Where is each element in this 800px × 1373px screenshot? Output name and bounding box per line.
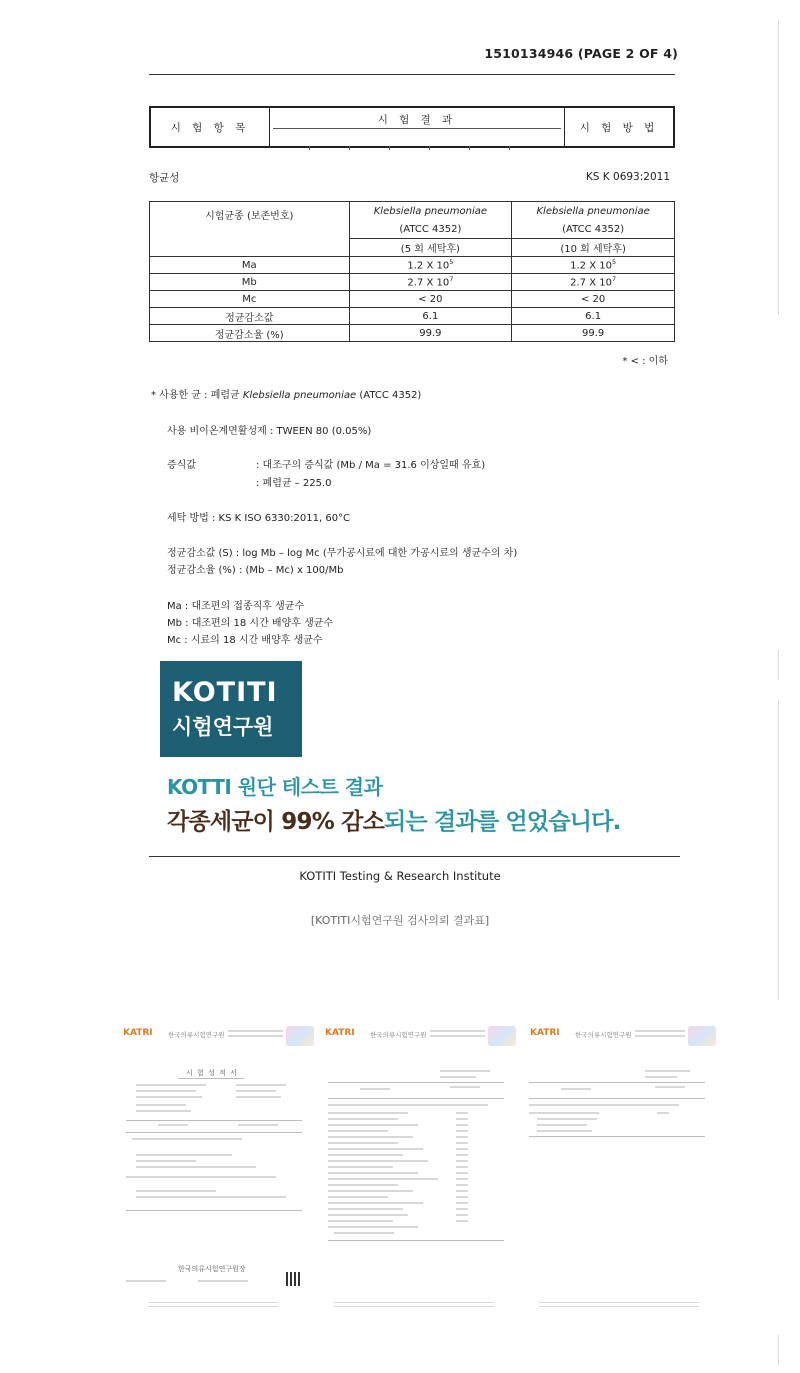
text-line: [328, 1160, 428, 1162]
table-cell: < 20: [512, 291, 675, 308]
text-line: [645, 1076, 677, 1078]
text-line: [456, 1172, 468, 1174]
text-line: [136, 1110, 191, 1112]
text-line: [328, 1220, 393, 1222]
divider: [273, 128, 561, 129]
table-rule: [126, 1132, 302, 1133]
text-line: [456, 1130, 468, 1132]
growth-line: : 대조구의 증식값 (Mb / Ma = 31.6 이상일때 유효): [256, 460, 486, 471]
text-line: [328, 1142, 398, 1144]
text-line: [136, 1166, 256, 1168]
katri-logo: [530, 1028, 560, 1038]
results-caption: [KOTITI시험연구원 검사의뢰 결과표]: [310, 914, 490, 927]
bacteria-used: * 사용한 균 : 폐렴균 Klebsiella pneumoniae (ATCC 4352): [151, 390, 422, 401]
text-line: [328, 1202, 423, 1204]
test-item-label: 시 험 항 목: [151, 108, 270, 146]
table-rule: [529, 1082, 705, 1083]
text-line: [529, 1112, 599, 1114]
text-line: [236, 1090, 276, 1092]
reduction-rate-def: 정균감소율 (%) : (Mb – Mc) x 100/Mb: [167, 565, 344, 576]
table-rule: [328, 1082, 504, 1083]
test-result-cell: [269, 108, 565, 146]
text-line: [456, 1196, 468, 1198]
text-line: [529, 1104, 679, 1106]
text-line: [136, 1104, 186, 1106]
text-line: [228, 1030, 283, 1032]
text-line: [328, 1112, 408, 1114]
certification-stamp: [488, 1026, 516, 1046]
tick: [469, 146, 470, 150]
katri-subtitle: 한국의류시험연구원: [168, 1031, 225, 1039]
tick: [429, 146, 430, 150]
text-line: [334, 1232, 394, 1234]
table-rule: [328, 1098, 504, 1099]
table-rule: [126, 1210, 302, 1211]
text-line: [132, 1138, 242, 1140]
certification-stamp: [688, 1026, 716, 1046]
mc-definition: Mc : 시료의 18 시간 배양후 생균수: [167, 635, 323, 646]
logo-subtext: 시험연구원: [172, 715, 274, 739]
text-line: [440, 1070, 490, 1072]
text-line: [238, 1124, 278, 1126]
logo-text: KOTITI: [172, 677, 278, 708]
text-line: [430, 1035, 485, 1037]
divider: [149, 856, 680, 857]
katri-subtitle: 한국의류시험연구원: [370, 1031, 427, 1039]
organism-code: (ATCC 4352): [349, 220, 512, 239]
table-row: [150, 257, 675, 274]
mb-definition: Mb : 대조편의 18 시간 배양후 생균수: [167, 618, 334, 629]
report-header-box: [149, 106, 675, 148]
text-line: [236, 1096, 281, 1098]
reduction-value-def: 정균감소값 (S) : log Mb – log Mc (무가공시료에 대한 가공시료의 생균수의 차): [167, 548, 518, 559]
organism-name: Klebsiella pneumoniae: [349, 202, 512, 221]
text-line: [456, 1166, 468, 1168]
text-line: [126, 1176, 276, 1178]
text-line: [456, 1160, 468, 1162]
promo-heading: KOTTI 원단 테스트 결과: [167, 775, 383, 799]
signature-org: 한국의류시험연구원장: [178, 1265, 246, 1273]
table-cell: < 20: [349, 291, 512, 308]
text-line: [456, 1124, 468, 1126]
table-cell: 2.7 X $10^7$: [349, 274, 512, 291]
text-line: [328, 1124, 418, 1126]
text-line: [136, 1096, 202, 1098]
text-line: [236, 1084, 286, 1086]
text-line: [136, 1084, 206, 1086]
text-line: [456, 1142, 468, 1144]
table-rule: [328, 1240, 504, 1241]
table-row: [150, 325, 675, 342]
header-rule: [149, 74, 675, 75]
text-line: [450, 1086, 480, 1088]
text-line: [328, 1104, 488, 1106]
table-row: [150, 274, 675, 291]
text-line: [328, 1154, 403, 1156]
wash-count: (10 회 세탁후): [512, 239, 675, 257]
text-line: [328, 1178, 438, 1180]
row-label: Mb: [150, 274, 350, 291]
text-line: [148, 1306, 278, 1307]
text-line: [456, 1184, 468, 1186]
edge-divider: [778, 20, 779, 315]
katri-logo-text: KATRI: [325, 1028, 355, 1038]
antibacterial-results-table: [149, 201, 675, 342]
text-line: [328, 1130, 388, 1132]
row-label: Mc: [150, 291, 350, 308]
edge-divider: [778, 700, 779, 1000]
text-line: [360, 1088, 390, 1090]
row-label: 정균감소율 (%): [150, 325, 350, 342]
text-line: [539, 1306, 699, 1307]
text-line: [328, 1172, 418, 1174]
text-line: [635, 1030, 685, 1032]
text-line: [456, 1220, 468, 1222]
text-line: [334, 1302, 494, 1303]
text-line: [328, 1196, 388, 1198]
section-standard: KS K 0693:2011: [585, 171, 670, 183]
section-title: 항균성: [149, 172, 180, 184]
text-line: [148, 1302, 278, 1303]
tick: [309, 146, 310, 150]
report-thumbnail-2: [320, 1020, 520, 1320]
katri-logo: [123, 1028, 153, 1038]
text-line: [456, 1148, 468, 1150]
text-line: [126, 1280, 166, 1282]
text-line: [456, 1190, 468, 1192]
report-id: 1510134946 (PAGE 2 OF 4): [484, 46, 678, 61]
report-thumbnail-1: [118, 1020, 318, 1320]
tick: [509, 146, 510, 150]
text-line: [334, 1306, 494, 1307]
text-line: [645, 1070, 690, 1072]
text-line: [456, 1154, 468, 1156]
table-row: [150, 291, 675, 308]
tick: [349, 146, 350, 150]
table-cell: 1.2 X $10^5$: [349, 257, 512, 274]
text-line: [430, 1030, 485, 1032]
text-line: [328, 1118, 398, 1120]
row-label: 정균감소값: [150, 308, 350, 325]
text-line: [657, 1112, 669, 1114]
text-line: [136, 1090, 196, 1092]
text-line: [228, 1035, 283, 1037]
text-line: [456, 1214, 468, 1216]
text-line: [328, 1226, 418, 1228]
wash-method: 세탁 방법 : KS K ISO 6330:2011, 60°C: [167, 513, 351, 524]
text-line: [178, 1078, 244, 1079]
table-row: [150, 308, 675, 325]
organism-name: Klebsiella pneumoniae: [512, 202, 675, 221]
surfactant-text: 사용 비이온계면활성제 : TWEEN 80 (0.05%): [167, 426, 372, 437]
table-cell: 2.7 X $10^7$: [512, 274, 675, 291]
katri-logo-text: KATRI: [530, 1028, 560, 1038]
qr-code-icon: [286, 1272, 300, 1286]
text-line: [158, 1124, 188, 1126]
test-result-label: 시 험 결 과: [377, 114, 457, 126]
text-line: [136, 1196, 286, 1198]
institute-name: KOTITI Testing & Research Institute: [299, 869, 501, 883]
text-line: [136, 1190, 216, 1192]
growth-line: : 폐렴균 – 225.0: [256, 478, 332, 489]
text-line: [136, 1160, 196, 1162]
ma-definition: Ma : 대조편의 접종직후 생균수: [167, 601, 305, 612]
table-cell: 99.9: [512, 325, 675, 342]
text-line: [328, 1148, 423, 1150]
text-line: [328, 1190, 413, 1192]
text-line: [136, 1154, 232, 1156]
report-title: 시 험 성 적 서: [186, 1069, 238, 1077]
text-line: [328, 1208, 403, 1210]
table-rule: [529, 1136, 705, 1137]
text-line: [537, 1130, 592, 1132]
katri-logo-text: KATRI: [123, 1028, 153, 1038]
table-rule: [529, 1098, 705, 1099]
table-cell: 6.1: [349, 308, 512, 325]
kotiti-logo: [160, 661, 302, 757]
text-line: [561, 1088, 591, 1090]
tick: [389, 146, 390, 150]
katri-logo: [325, 1028, 355, 1038]
text-line: [537, 1124, 587, 1126]
table-cell: 6.1: [512, 308, 675, 325]
text-line: [328, 1166, 393, 1168]
text-line: [456, 1178, 468, 1180]
species-header: 시험균종 (보존번호): [150, 202, 350, 257]
text-line: [456, 1202, 468, 1204]
edge-divider: [778, 650, 779, 680]
table-cell: 1.2 X $10^5$: [512, 257, 675, 274]
text-line: [456, 1118, 468, 1120]
text-line: [456, 1112, 468, 1114]
table-rule: [126, 1120, 302, 1121]
table-cell: 99.9: [349, 325, 512, 342]
katri-subtitle: 한국의류시험연구원: [575, 1031, 632, 1039]
report-thumbnail-3: [525, 1020, 720, 1320]
promo-statement: 각종세균이 99% 감소되는 결과를 얻었습니다.: [167, 809, 621, 835]
text-line: [537, 1118, 597, 1120]
text-line: [328, 1136, 413, 1138]
organism-code: (ATCC 4352): [512, 220, 675, 239]
wash-count: (5 회 세탁후): [349, 239, 512, 257]
test-method-label: 시 험 방 법: [564, 108, 673, 146]
text-line: [440, 1076, 476, 1078]
text-line: [456, 1208, 468, 1210]
edge-divider: [778, 1335, 779, 1365]
text-line: [655, 1086, 685, 1088]
text-line: [539, 1302, 699, 1303]
text-line: [456, 1136, 468, 1138]
row-label: Ma: [150, 257, 350, 274]
growth-label: 증식값: [167, 460, 196, 471]
text-line: [328, 1214, 408, 1216]
text-line: [328, 1184, 398, 1186]
certification-stamp: [286, 1026, 314, 1046]
text-line: [635, 1035, 685, 1037]
table-note: * < : 이하: [622, 356, 668, 367]
text-line: [198, 1280, 248, 1282]
